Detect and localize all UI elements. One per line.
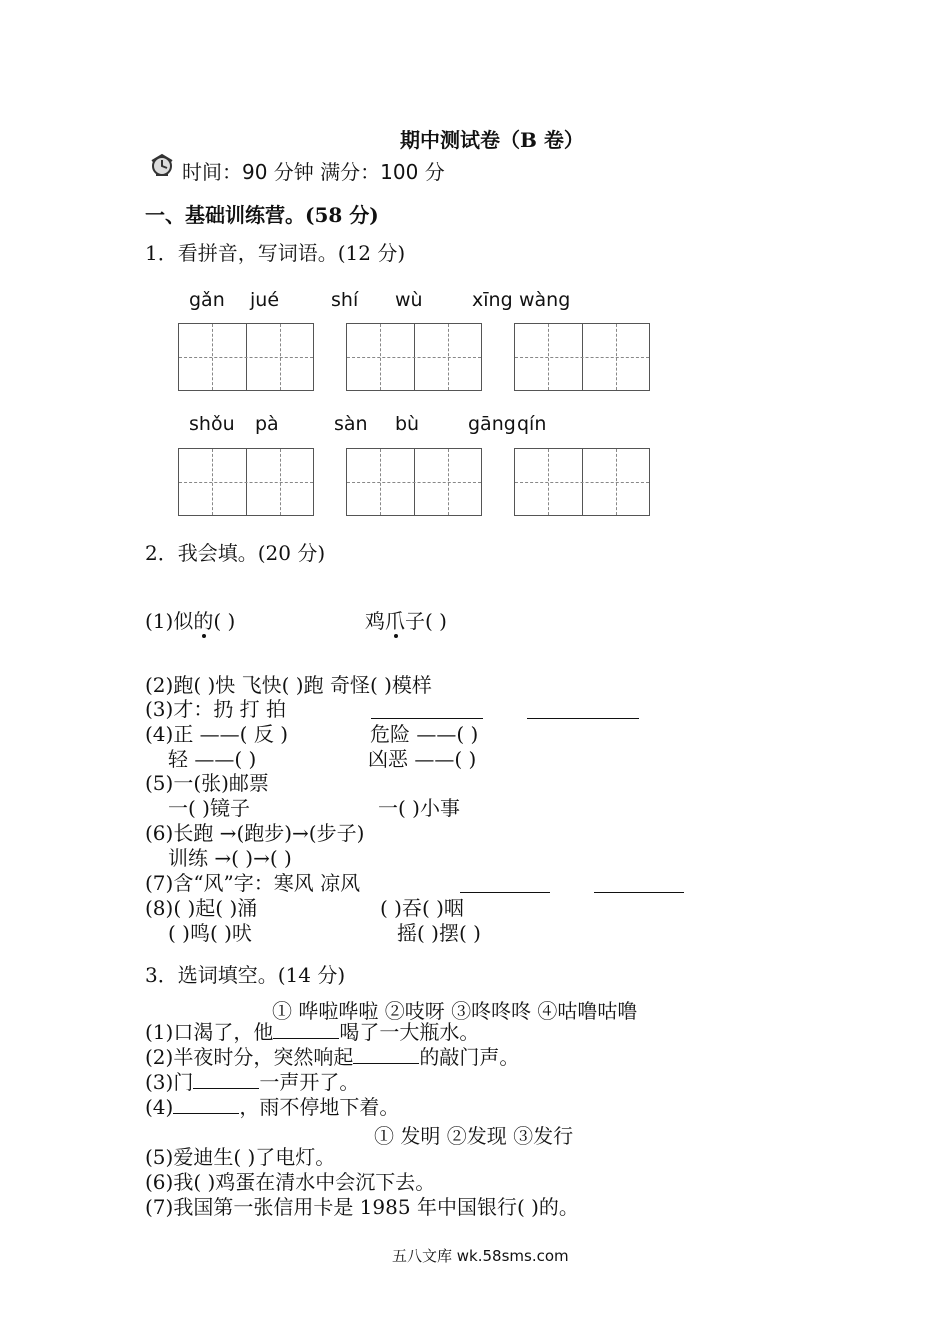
sentence-text: (4): [145, 1095, 174, 1119]
answer-blank[interactable]: [527, 700, 639, 719]
answer-blank[interactable]: [173, 1095, 239, 1114]
emphasis-dot: [202, 634, 206, 638]
fill-item: 一( )小事: [378, 796, 460, 820]
pinyin: jué: [250, 289, 280, 311]
question-2-label: 2．我会填。(20 分): [145, 541, 326, 565]
question-3-label: 3．选词填空。(14 分): [145, 963, 346, 987]
writing-grid[interactable]: [514, 323, 650, 391]
fill-item: (2)跑( )快 飞快( )跑 奇怪( )模样: [145, 673, 432, 697]
fill-sentence: (5)爱迪生( )了电灯。: [145, 1145, 336, 1169]
page-title: 期中测试卷（B 卷）: [400, 128, 584, 152]
fill-item: (3)才：扔 打 拍: [145, 697, 287, 721]
answer-blank[interactable]: [353, 1045, 419, 1064]
pinyin: gāng: [468, 413, 516, 435]
writing-grid[interactable]: [346, 448, 482, 516]
fill-item: 摇( )摆( ): [397, 921, 481, 945]
pinyin: wù: [395, 289, 423, 311]
fill-sentence: [145, 1095, 399, 1119]
sentence-text: (3)门: [145, 1070, 194, 1094]
writing-grid[interactable]: [178, 448, 314, 516]
pinyin: shí: [331, 289, 359, 311]
fill-item: 危险 ——( ): [370, 722, 479, 746]
fill-sentence: [145, 1070, 359, 1094]
pinyin: sàn: [334, 413, 368, 435]
writing-grid[interactable]: [514, 448, 650, 516]
fill-sentence: (7)我国第一张信用卡是 1985 年中国银行( )的。: [145, 1195, 579, 1219]
fill-item: (5)一(张)邮票: [145, 771, 269, 795]
sentence-text: (1)口渴了，他: [145, 1020, 274, 1044]
fill-sentence: [145, 1020, 479, 1044]
fill-item: (4)正 ——( 反 ): [145, 722, 289, 746]
pinyin: gǎn: [189, 289, 225, 311]
fill-item: ( )吞( )咽: [380, 896, 464, 920]
clock-icon: [148, 151, 176, 177]
fill-sentence: (6)我( )鸡蛋在清水中会沉下去。: [145, 1170, 436, 1194]
sentence-text: (2)半夜时分，突然响起: [145, 1045, 354, 1069]
pinyin: xīng: [472, 289, 513, 311]
pinyin: wàng: [519, 289, 571, 311]
footer-watermark: 五八文库 wk.58sms.com: [392, 1247, 569, 1265]
word-options: ① 发明 ②发现 ③发行: [374, 1124, 574, 1148]
fill-item: ( )鸣( )吠: [168, 921, 252, 945]
answer-blank[interactable]: [273, 1020, 339, 1039]
word-options: ① 哗啦哗啦 ②吱呀 ③咚咚咚 ④咕噜咕噜: [272, 999, 638, 1023]
fill-sentence: [145, 1045, 519, 1069]
emphasis-dot: [394, 634, 398, 638]
fill-item: 训练 →( )→( ): [168, 846, 292, 870]
fill-item: (8)( )起( )涌: [145, 896, 258, 920]
pinyin: bù: [395, 413, 420, 435]
sentence-text: ，雨不停地下着。: [239, 1095, 400, 1119]
answer-blank[interactable]: [193, 1070, 259, 1089]
exam-meta: 时间：90 分钟 满分：100 分: [182, 160, 445, 184]
fill-item: (7)含“风”字：寒风 凉风: [145, 871, 361, 895]
sentence-text: 喝了一大瓶水。: [339, 1020, 480, 1044]
sentence-text: 一声开了。: [259, 1070, 360, 1094]
fill-item: (6)长跑 →(跑步)→(步子): [145, 821, 365, 845]
answer-blank[interactable]: [594, 874, 684, 893]
pinyin: shǒu: [189, 413, 235, 435]
pinyin: pà: [255, 413, 279, 435]
pinyin: qín: [517, 413, 547, 435]
answer-blank[interactable]: [371, 700, 483, 719]
writing-grid[interactable]: [178, 323, 314, 391]
sentence-text: 的敲门声。: [419, 1045, 520, 1069]
answer-blank[interactable]: [460, 874, 550, 893]
fill-item: 凶恶 ——( ): [368, 747, 477, 771]
section-heading: 一、基础训练营。(58 分): [145, 203, 379, 227]
question-1-label: 1．看拼音，写词语。(12 分): [145, 241, 406, 265]
fill-item: (1)似的( ): [145, 609, 236, 633]
fill-item: 鸡爪子( ): [365, 609, 447, 633]
writing-grid[interactable]: [346, 323, 482, 391]
fill-item: 一( )镜子: [168, 796, 250, 820]
fill-item: 轻 ——( ): [168, 747, 257, 771]
